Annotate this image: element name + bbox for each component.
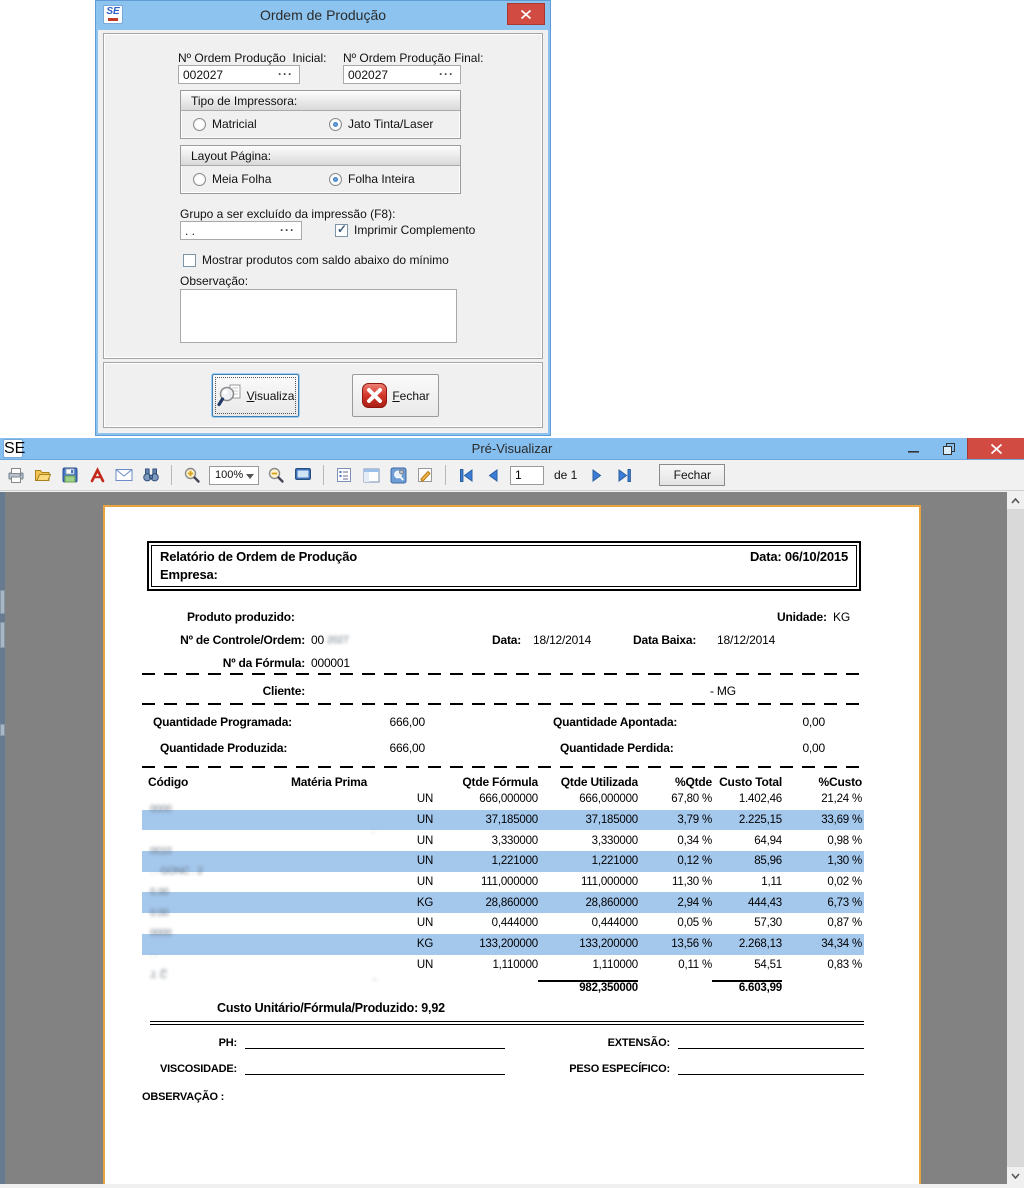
checkbox-icon[interactable] bbox=[183, 254, 196, 267]
red-x-icon bbox=[361, 382, 388, 409]
preview-window-title: Pré-Visualizar bbox=[471, 441, 553, 456]
tipo-impressora-title: Tipo de Impressora: bbox=[181, 91, 460, 111]
layout-pagina-title: Layout Página: bbox=[181, 146, 460, 166]
peso-fill-line bbox=[678, 1061, 864, 1075]
fit-screen-icon[interactable] bbox=[293, 465, 313, 485]
viscosidade-peso-row bbox=[142, 1061, 864, 1075]
data-value: 18/12/2014 bbox=[533, 633, 592, 647]
ordem-producao-window bbox=[95, 0, 551, 436]
total-custo: 6.603,99 bbox=[712, 980, 782, 994]
table-row: . . KG 133,200000 133,200000 13,56 % 2.268,13 34,34 % bbox=[142, 934, 864, 955]
email-icon[interactable] bbox=[114, 465, 134, 485]
data-baixa-value: 18/12/2014 bbox=[717, 633, 776, 647]
minimize-icon bbox=[908, 443, 919, 454]
table-row: 0000 UN 0,444000 0,444000 0,05 % 57,30 0,87 % bbox=[150, 917, 862, 940]
next-page-icon[interactable] bbox=[587, 465, 607, 485]
page-number-input[interactable] bbox=[510, 466, 544, 485]
observacao-report-label: OBSERVAÇÃO : bbox=[142, 1091, 225, 1103]
produzida-value: 666,00 bbox=[389, 741, 425, 755]
report-date: Data: 06/10/2015 bbox=[749, 549, 848, 564]
pdf-icon[interactable] bbox=[87, 465, 107, 485]
button-frame bbox=[103, 362, 543, 428]
data-label: Data: bbox=[492, 633, 522, 647]
pre-visualizar-window bbox=[0, 438, 1024, 1188]
visualiza-button[interactable]: Visualiza bbox=[212, 374, 299, 417]
fechar-button[interactable]: Fechar bbox=[352, 374, 439, 417]
peso-especifico-label: PESO ESPECÍFICO: bbox=[569, 1063, 670, 1075]
radio-folha-inteira[interactable]: Folha Inteira bbox=[329, 172, 415, 186]
observacao-textarea[interactable] bbox=[180, 289, 457, 343]
radio-icon[interactable] bbox=[193, 118, 206, 131]
left-panel-edge bbox=[0, 492, 5, 1184]
open-icon[interactable] bbox=[33, 465, 53, 485]
dashed-divider bbox=[142, 703, 864, 705]
last-page-icon[interactable] bbox=[614, 465, 634, 485]
app-logo-icon: SE bbox=[4, 440, 26, 457]
radio-selected-icon[interactable] bbox=[329, 118, 342, 131]
extensao-fill-line bbox=[678, 1035, 864, 1049]
ordem-close-button[interactable] bbox=[507, 3, 545, 25]
preview-fechar-button[interactable]: Fechar bbox=[659, 464, 725, 486]
page-count-label: de 1 bbox=[554, 468, 578, 482]
materials-table bbox=[142, 775, 864, 997]
data-baixa-label: Data Baixa: bbox=[633, 633, 697, 647]
apontada-label: Quantidade Apontada: bbox=[553, 715, 678, 729]
radio-jato-tinta-laser[interactable]: Jato Tinta/Laser bbox=[329, 117, 433, 131]
radio-matricial[interactable]: Matricial bbox=[193, 117, 257, 131]
empresa-label: Empresa: bbox=[160, 567, 218, 582]
double-divider bbox=[150, 1021, 864, 1025]
toolbar-separator bbox=[445, 465, 446, 485]
ph-label: PH: bbox=[218, 1037, 237, 1049]
perdida-value: 0,00 bbox=[802, 741, 825, 755]
table-row: 0000 UN 666,000000 666,000000 67,80 % 1.402,46 21,24 % bbox=[150, 793, 862, 816]
zoom-out-icon[interactable] bbox=[266, 465, 286, 485]
chevron-up-icon bbox=[1011, 498, 1020, 504]
vertical-scrollbar[interactable] bbox=[1007, 492, 1024, 1184]
formula-label: Nº da Fórmula: bbox=[222, 656, 305, 670]
viscosidade-fill-line bbox=[245, 1061, 505, 1075]
grupo-excluido-label: Grupo a ser excluído da impressão (F8): bbox=[180, 207, 396, 221]
report-header-box bbox=[147, 541, 861, 591]
imprimir-complemento-checkbox[interactable]: ✓ Imprimir Complemento bbox=[335, 223, 475, 237]
controle-label: Nº de Controle/Ordem: bbox=[180, 633, 305, 647]
report-title: Relatório de Ordem de Produção bbox=[160, 549, 357, 564]
close-icon bbox=[990, 443, 1003, 455]
thumbnails-icon[interactable] bbox=[361, 465, 381, 485]
viscosidade-label: VISCOSIDADE: bbox=[159, 1063, 237, 1075]
ordem-body bbox=[98, 30, 548, 433]
dashed-divider bbox=[142, 673, 864, 675]
apontada-value: 0,00 bbox=[802, 715, 825, 729]
radio-meia-folha[interactable]: Meia Folha bbox=[193, 172, 271, 186]
find-icon[interactable] bbox=[141, 465, 161, 485]
prev-page-icon[interactable] bbox=[483, 465, 503, 485]
custo-unitario-line: Custo Unitário/Fórmula/Produzido: 9,92 bbox=[217, 1001, 445, 1015]
ordem-window-title: Ordem de Produção bbox=[259, 7, 387, 23]
dashed-divider bbox=[142, 766, 864, 768]
ordem-titlebar[interactable] bbox=[96, 1, 550, 30]
controle-value: 00 bbox=[311, 633, 324, 647]
zoom-in-icon[interactable] bbox=[182, 465, 202, 485]
radio-selected-icon[interactable] bbox=[329, 173, 342, 186]
produzida-label: Quantidade Produzida: bbox=[160, 741, 288, 755]
perdida-label: Quantidade Perdida: bbox=[560, 741, 674, 755]
observacao-label: Observação: bbox=[180, 274, 249, 288]
report-page: Relatório de Ordem de Produção Data: 06/10/2015 Empresa: Produto produzido: Unidade: KG Nº de Controle/Ordem: 00 2027 Data: 18/12/2014 Data Baixa: 18/12/2014 Nº da Fórmula: 000001 Cliente: - MG Quantidade Programada: 666,00 Quantidade Apontada: 0,00 Quantidade Produzida: 666,00 Quantidade Perdida: 0,00 Código Matéria Prima Qtde Fórmula Qtde Utilizada %Qtde Custo Total %Custo 0000 UN 666,000000 666,000000 67,80 % 1.402,46 21,24 % . UN 37,185000 37,185000 3,79 % 2.225,15 33,69 % 0010 UN 3,330000 3,330000 0,34 % 64,94 0,98 % . . GONC . 2 UN 1,221000 1,221000 0,12 % 85,96 1,30 % 0.00 UN 111,000000 111,000000 11,30 % 1,11 0,02 % 0.00 KG 28,860000 28,860000 2,94 % 444,43 6,73 % 0000 UN 0,444000 0,444000 0,05 % 57,30 0,87 % . . KG 133,200000 133,200000 13,56 % 2.268,13 34,34 % J. C̅ .. UN 1,110000 1,110000 0,11 % 54,51 0,83 % 982,350000 6.603,99 Custo Unitário/Fórmula/Produzido: 9,92 PH: EXTENSÃO: VISCOSIDADE: PESO ESPECÍFICO: OBSERVAÇÃO : bbox=[103, 505, 921, 1184]
minimize-button[interactable] bbox=[900, 438, 926, 459]
extensao-label: EXTENSÃO: bbox=[607, 1037, 670, 1049]
layout-pagina-group bbox=[180, 145, 461, 194]
checkbox-checked-icon[interactable] bbox=[335, 224, 348, 237]
grupo-browse-button[interactable]: ··· bbox=[280, 223, 295, 237]
radio-icon[interactable] bbox=[193, 173, 206, 186]
chevron-down-icon bbox=[1011, 1173, 1020, 1179]
preview-close-button[interactable] bbox=[967, 438, 1024, 459]
toolbar-separator bbox=[323, 465, 324, 485]
chevron-down-icon bbox=[246, 474, 254, 479]
inicial-label: Nº Ordem Produção Inicial: bbox=[178, 51, 327, 65]
print-icon[interactable] bbox=[6, 465, 26, 485]
unidade: Unidade: KG bbox=[777, 610, 850, 624]
ph-fill-line bbox=[245, 1035, 505, 1049]
produto-label: Produto produzido: bbox=[187, 610, 295, 624]
inicial-browse-button[interactable]: ··· bbox=[278, 67, 293, 81]
programada-value: 666,00 bbox=[389, 715, 425, 729]
scroll-down-button[interactable] bbox=[1007, 1167, 1024, 1184]
table-row: 0.00 UN 111,000000 111,000000 11,30 % 1,11 0,02 % bbox=[150, 876, 862, 899]
first-page-icon[interactable] bbox=[456, 465, 476, 485]
toolbar-separator bbox=[171, 465, 172, 485]
restore-icon bbox=[943, 443, 955, 455]
preview-settings-icon[interactable] bbox=[388, 465, 408, 485]
tipo-impressora-group bbox=[180, 90, 461, 139]
mostrar-saldo-checkbox[interactable]: Mostrar produtos com saldo abaixo do mínimo bbox=[183, 253, 449, 267]
table-row: 0010 UN 3,330000 3,330000 0,34 % 64,94 0,98 % bbox=[150, 834, 862, 857]
table-row: 0.00 KG 28,860000 28,860000 2,94 % 444,43 6,73 % bbox=[142, 892, 864, 913]
page-setup-icon[interactable] bbox=[334, 465, 354, 485]
save-icon[interactable] bbox=[60, 465, 80, 485]
preview-area bbox=[0, 492, 1024, 1184]
zoom-level-dropdown[interactable]: 100% bbox=[209, 466, 259, 485]
cliente-label: Cliente: bbox=[262, 684, 305, 698]
table-totals-row bbox=[142, 977, 864, 997]
total-qtde-utilizada: 982,350000 bbox=[538, 980, 638, 994]
table-row: . . GONC . 2 UN 1,221000 1,221000 0,12 % 85,96 1,30 % bbox=[142, 851, 864, 872]
preview-titlebar[interactable] bbox=[0, 438, 1024, 460]
close-icon bbox=[520, 9, 532, 20]
inicial-input[interactable]: 002027 ··· bbox=[178, 65, 300, 84]
formula-value: 000001 bbox=[311, 656, 350, 670]
restore-button[interactable] bbox=[936, 438, 962, 459]
scroll-up-button[interactable] bbox=[1007, 492, 1024, 509]
table-row: . UN 37,185000 37,185000 3,79 % 2.225,15 33,69 % bbox=[142, 810, 864, 831]
preview-toolbar bbox=[0, 460, 1024, 491]
app-logo-icon: SE bbox=[103, 5, 123, 24]
table-header-row: Código Matéria Prima Qtde Fórmula Qtde Utilizada %Qtde Custo Total %Custo bbox=[148, 775, 862, 789]
table-row: J. C̅ .. UN 1,110000 1,110000 0,11 % 54,51 0,83 % bbox=[150, 958, 862, 983]
ph-extensao-row bbox=[142, 1035, 864, 1049]
magnifier-icon bbox=[217, 383, 243, 409]
final-label: Nº Ordem Produção Final: bbox=[343, 51, 484, 65]
programada-label: Quantidade Programada: bbox=[153, 715, 292, 729]
final-browse-button[interactable]: ··· bbox=[439, 67, 454, 81]
cliente-value: - MG bbox=[710, 684, 736, 698]
grupo-excluido-input[interactable]: . . ··· bbox=[180, 221, 302, 240]
edit-icon[interactable] bbox=[415, 465, 435, 485]
final-input[interactable]: 002027 ··· bbox=[343, 65, 461, 84]
